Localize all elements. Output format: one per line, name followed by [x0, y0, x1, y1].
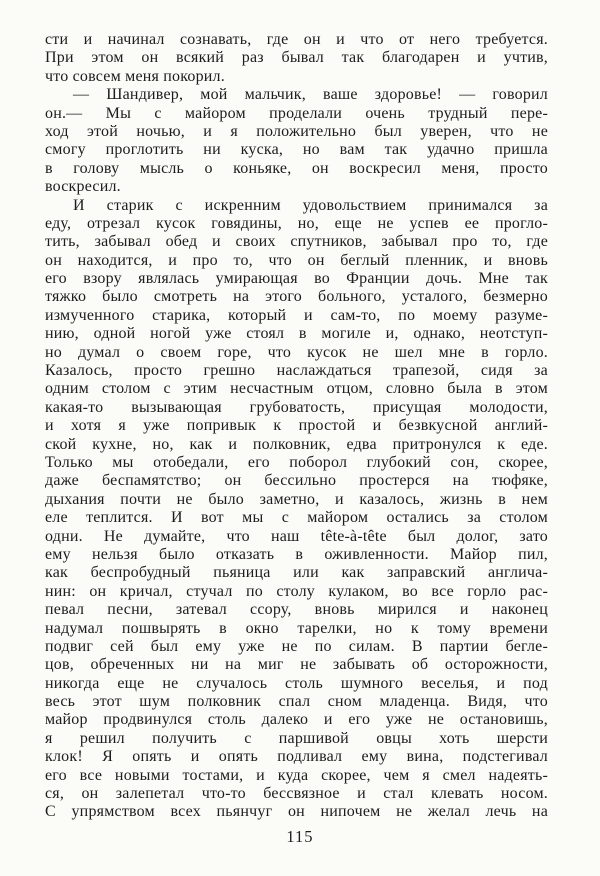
text-line: И старик с искренним удовольствием принимался за [73, 196, 548, 214]
text-line: еле теплится. И вот мы с майором остались за столом [45, 509, 548, 527]
text-line: смогу проглотить ни куска, но вам так удачно пришла [45, 141, 548, 159]
text-line: его взору являлась умирающая во Франции дочь. Мне так [45, 270, 548, 288]
text-line: дыхания почти не было заметно, и казалось, жизнь в нем [45, 490, 548, 508]
text-line: даже беспамятство; он бессильно простерся на тюфяке, [45, 472, 548, 490]
text-line: При этом он всякий раз бывал так благодарен и учтив, [45, 49, 548, 67]
text-line: весь этот шум полковник спал сном младенца. Видя, что [45, 693, 548, 711]
text-line: еду, отрезал кусок говядины, но, еще не успев ее прогло- [45, 214, 548, 232]
page-text [45, 31, 548, 822]
text-line: тяжко было смотреть на этого больного, усталого, безмерно [45, 288, 548, 306]
text-line: певал песни, затевал ссору, вновь мирился и наконец [45, 601, 548, 619]
text-line: Только мы отобедали, его поборол глубокий сон, скорее, [45, 453, 548, 471]
text-line: какая-то вызывающая грубоватость, присущая молодости, [45, 398, 548, 416]
text-line: ся, он залепетал что-то бессвязное и стал клевать носом. [45, 785, 548, 803]
text-line: надумал пошвырять в окно тарелки, но к тому времени [45, 619, 548, 637]
page-number: 115 [286, 827, 314, 846]
text-line: как беспробудный пьяница или как заправский англича- [45, 564, 548, 582]
text-line: я решил получить с паршивой овцы хоть шерсти [45, 729, 548, 747]
text-line: тить, забывал обед и своих спутников, забывал про то, где [45, 233, 548, 251]
text-line: измученного старика, который и сам-то, по моему разуме- [45, 306, 548, 324]
text-line: ему нельзя было отказать в оживленности. Майор пил, [45, 545, 548, 563]
text-line: одним столом с этим несчастным отцом, словно была в этом [45, 380, 548, 398]
text-line: майор продвинулся столь далеко и его уже не остановишь, [45, 711, 548, 729]
text-line: ход этой ночью, и я положительно был уверен, что не [45, 122, 548, 140]
text-line: воскресил. [45, 178, 121, 196]
text-line: он находится, и про то, что он беглый пленник, и вновь [45, 251, 548, 269]
text-line: ской кухне, но, как и полковник, едва притронулся к еде. [45, 435, 548, 453]
text-line: одни. Не думайте, что наш tête-à-tête был долог, зато [45, 527, 548, 545]
text-line: нин: он кричал, стучал по столу кулаком, во все горло рас- [45, 582, 548, 600]
text-line: С упрямством всех пьянчуг он нипочем не желал лечь на [45, 803, 548, 821]
text-line: но думал о своем горе, что кусок не шел мне в горло. [45, 343, 548, 361]
text-line: нию, одной ногой уже стоял в могиле и, однако, неотступ- [45, 325, 548, 343]
text-line: клок! Я опять и опять подливал ему вина, подстегивал [45, 748, 548, 766]
text-line: и хотя я уже попривык к простой и безвкусной англий- [45, 417, 548, 435]
text-line: Казалось, просто грешно наслаждаться трапезой, сидя за [45, 362, 548, 380]
text-line: цов, обреченных ни на миг не забывать об осторожности, [45, 656, 548, 674]
text-line: сти и начинал сознавать, где он и что от него требуется. [45, 31, 548, 48]
text-line: что совсем меня покорил. [45, 67, 225, 85]
text-line: подвиг сей был ему уже не по силам. В партии бегле- [45, 637, 548, 655]
text-line: — Шандивер, мой мальчик, ваше здоровье! — говорил [73, 86, 548, 104]
text-line: он.— Мы с майором проделали очень трудный пере- [45, 104, 548, 122]
text-line: его все новыми тостами, и куда скорее, чем я смел надеять- [45, 766, 548, 784]
text-line: в голову мысль о коньяке, он воскресил меня, просто [45, 159, 548, 177]
text-line: никогда еще не случалось столь шумного веселья, и под [45, 674, 548, 692]
